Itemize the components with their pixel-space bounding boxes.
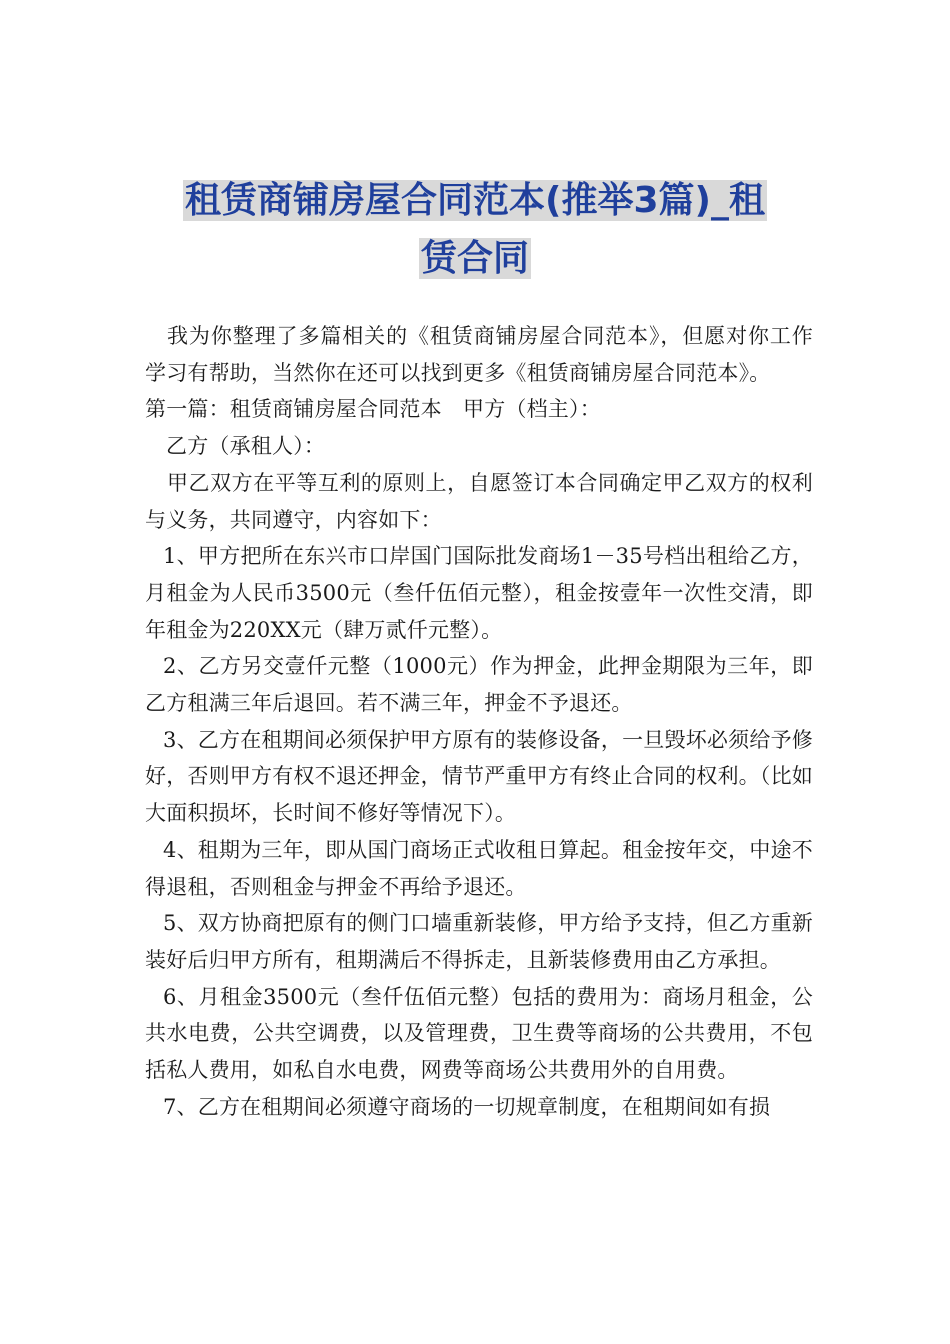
clause-6: 6、月租金3500元（叁仟伍佰元整）包括的费用为：商场月租金，公共水电费，公共空调费，以及管理费，卫生费等商场的公共费用，不包括私人费用，如私自水电费，网费等商场公共费用外的自用费。 <box>145 984 813 1083</box>
preamble-paragraph: 甲乙双方在平等互利的原则上，自愿签订本合同确定甲乙双方的权利与义务，共同遵守，内容如下： <box>145 470 813 532</box>
section-heading: 第一篇：租赁商铺房屋合同范本 甲方（档主）： <box>145 397 601 422</box>
clause-2: 2、乙方另交壹仟元整（1000元）作为押金，此押金期限为三年，即乙方租满三年后退回。若不满三年，押金不予退还。 <box>145 654 813 716</box>
clause-7: 7、乙方在租期间必须遵守商场的一切规章制度，在租期间如有损 <box>163 1094 771 1119</box>
document-body <box>145 318 813 1125</box>
clause-5: 5、双方协商把原有的侧门口墙重新装修，甲方给予支持，但乙方重新装好后归甲方所有，租期满后不得拆走，且新装修费用由乙方承担。 <box>145 911 813 972</box>
intro-paragraph: 我为你整理了多篇相关的《租赁商铺房屋合同范本》，但愿对你工作学习有帮助，当然你在还可以找到更多《租赁商铺房屋合同范本》。 <box>145 324 813 385</box>
party-b-line: 乙方（承租人）： <box>166 434 326 459</box>
title-line-2: 赁合同 <box>420 238 529 279</box>
title-line-1: 租赁商铺房屋合同范本(推举3篇)_租 <box>185 180 765 221</box>
clause-4: 4、租期为三年，即从国门商场正式收租日算起。租金按年交，中途不得退租，否则租金与押金不再给予退还。 <box>145 837 813 899</box>
document-title <box>150 172 800 288</box>
clause-1: 1、甲方把所在东兴市口岸国门国际批发商场1－35号档出租给乙方，月租金为人民币3500元（叁仟伍佰元整），租金按壹年一次性交清，即年租金为220XX元（肆万贰仟元整）。 <box>145 544 813 642</box>
clause-3: 3、乙方在租期间必须保护甲方原有的装修设备，一旦毁坏必须给予修好，否则甲方有权不退还押金，情节严重甲方有终止合同的权利。（比如大面积损坏，长时间不修好等情况下）。 <box>145 727 813 826</box>
